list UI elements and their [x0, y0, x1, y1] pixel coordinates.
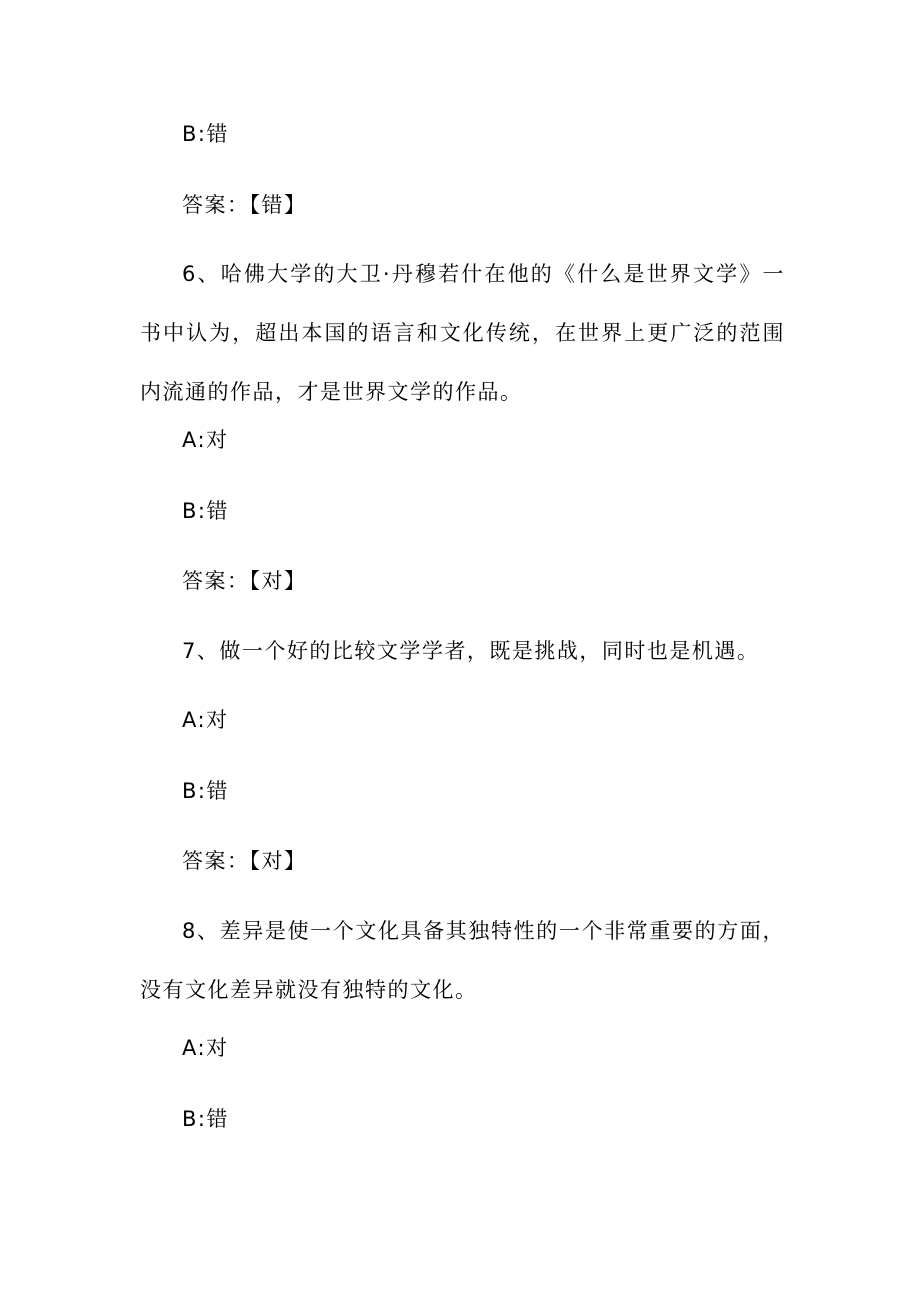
option-a: A:对 [182, 1036, 229, 1060]
option-b: B:错 [182, 1107, 229, 1131]
question-6: 6、哈佛大学的大卫·丹穆若什在他的《什么是世界文学》一书中认为，超出本国的语言和文化传统，在世界上更广泛的范围内流通的作品，才是世界文学的作品。 [140, 262, 785, 404]
option-b: B:错 [182, 122, 229, 146]
option-a: A:对 [182, 708, 229, 732]
answer-line: 答案：【错】 [182, 193, 307, 217]
option-b: B:错 [182, 499, 229, 523]
option-b: B:错 [182, 779, 229, 803]
question-8: 8、差异是使一个文化具备其独特性的一个非常重要的方面，没有文化差异就没有独特的文化。 [140, 919, 785, 1002]
answer-line: 答案：【对】 [182, 849, 307, 873]
option-a: A:对 [182, 428, 229, 452]
question-7: 7、做一个好的比较文学学者，既是挑战，同时也是机遇。 [182, 639, 760, 663]
answer-line: 答案：【对】 [182, 569, 307, 593]
